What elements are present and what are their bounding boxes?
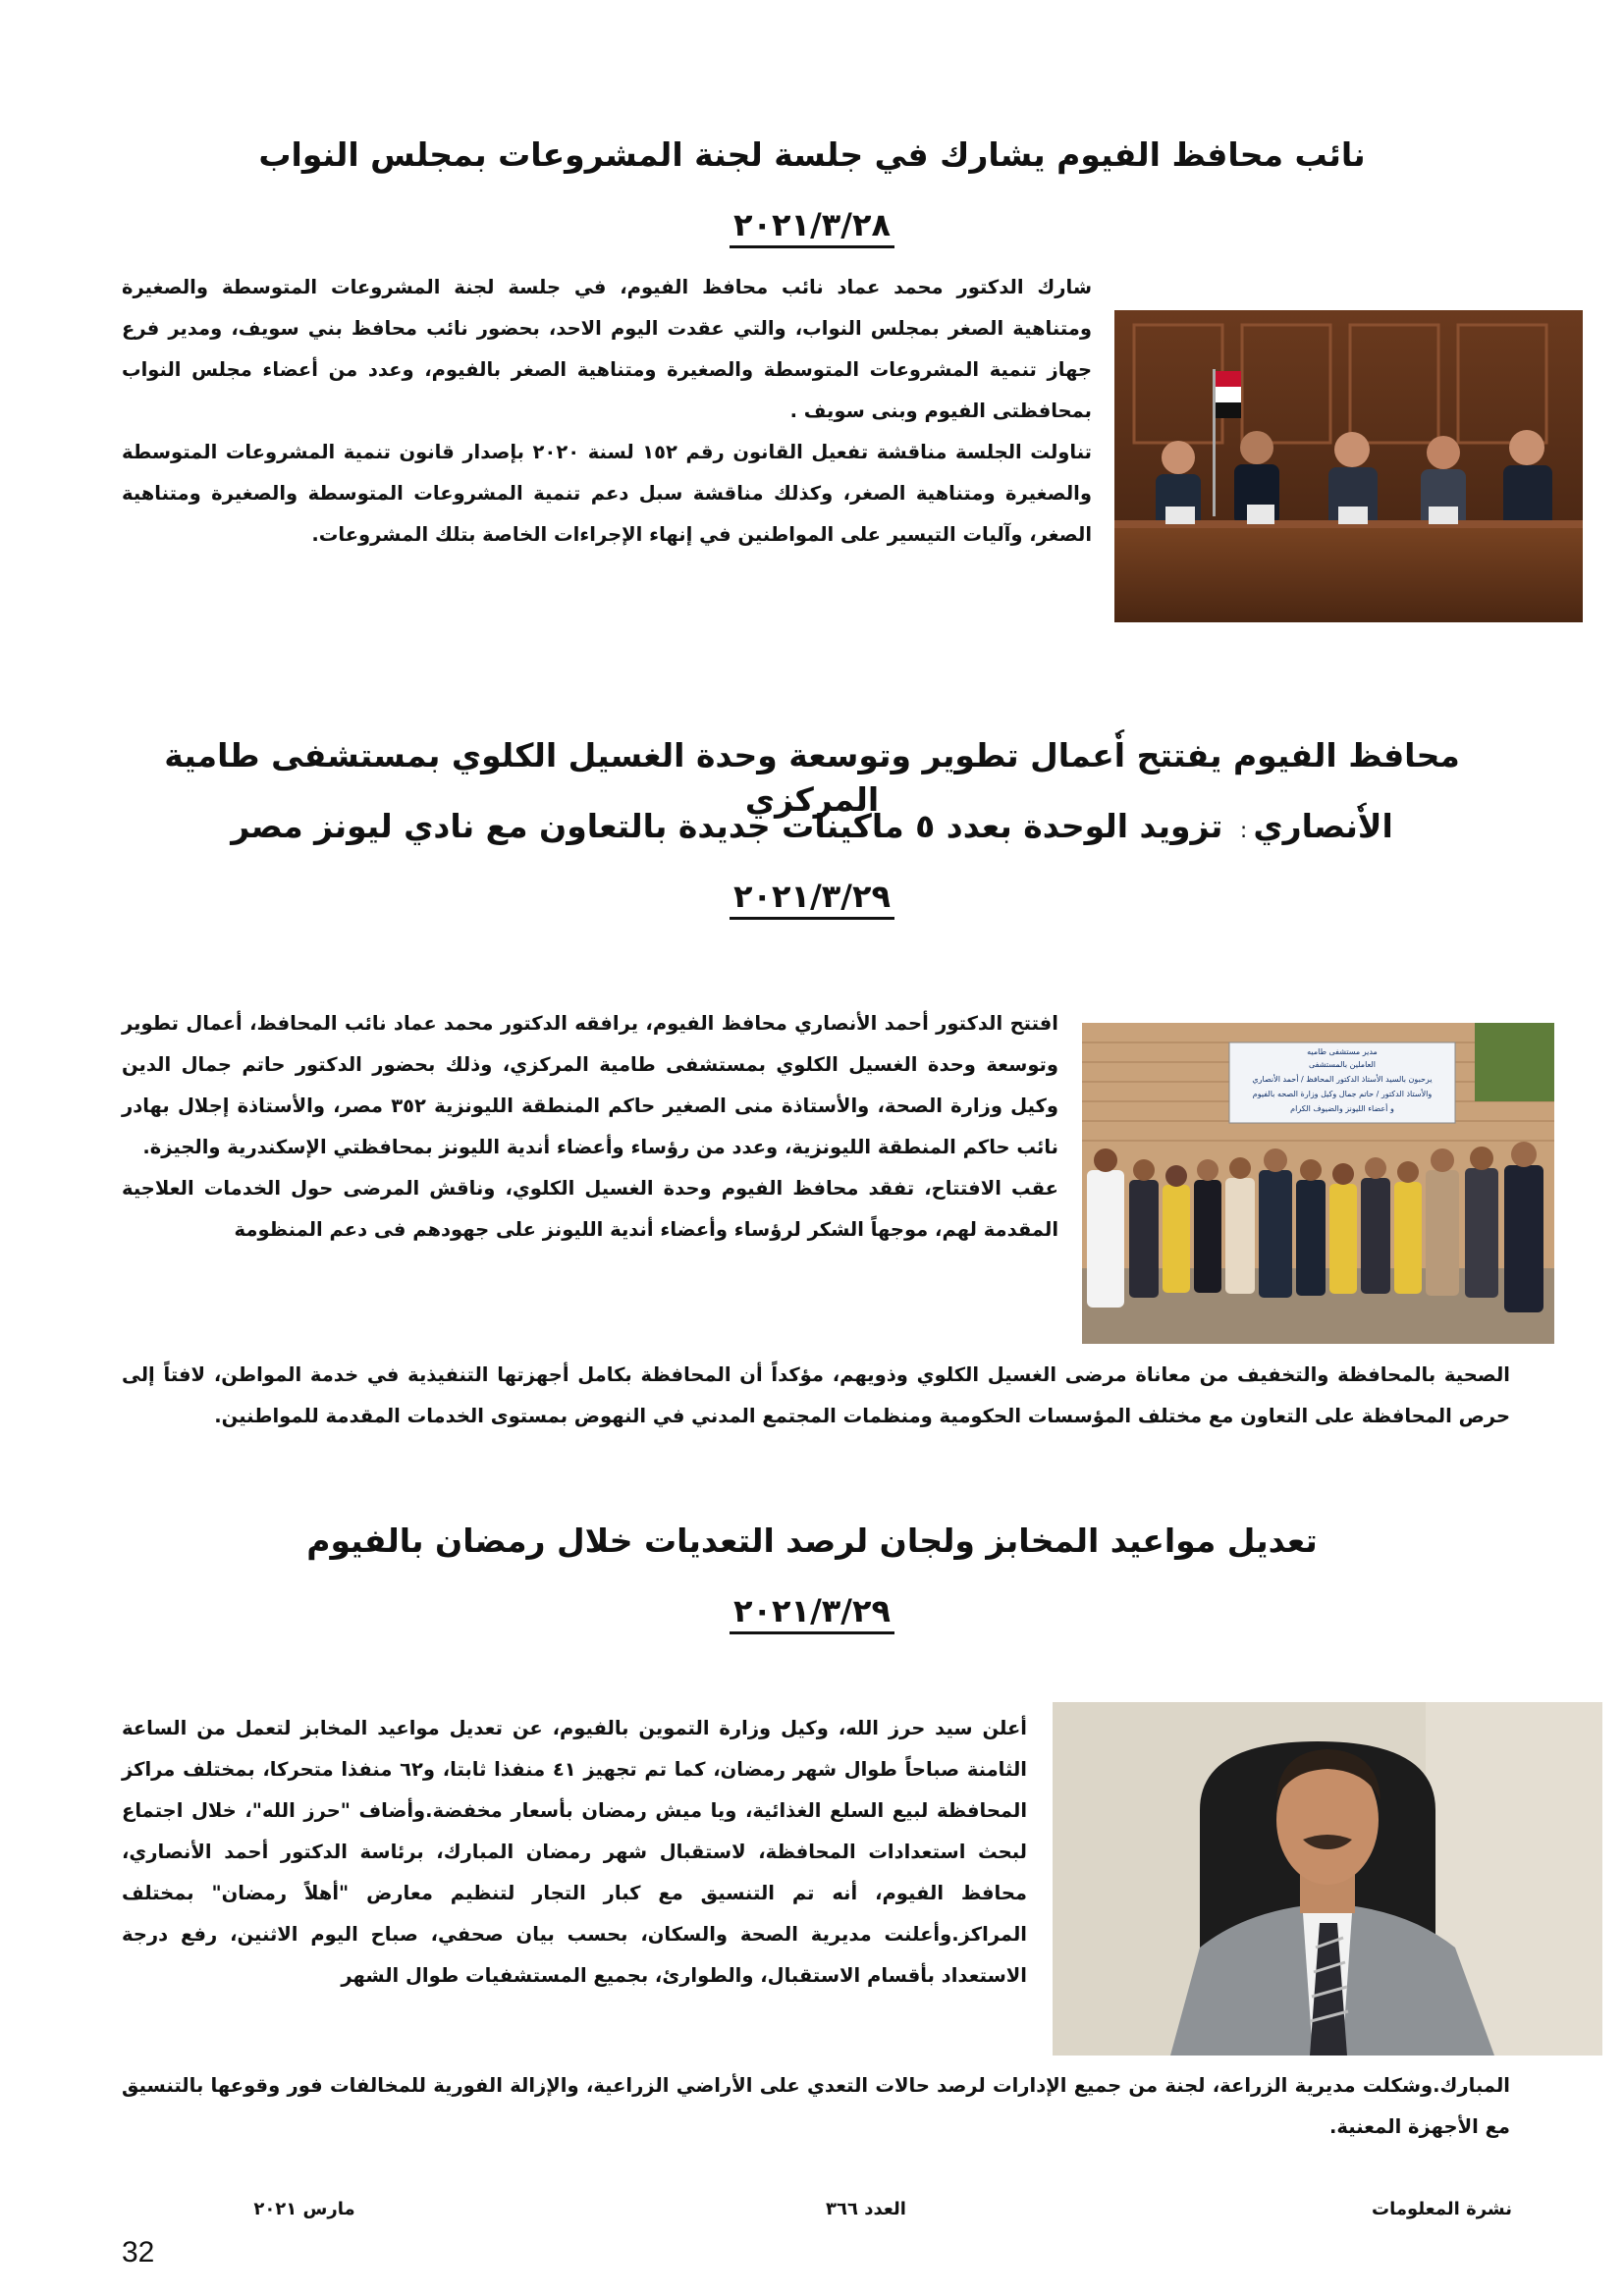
article-2-paragraph: افتتح الدكتور أحمد الأنصاري محافظ الفيوم، يرافقه الدكتور محمد عماد نائب المحافظ، أعمال تطوير وتوسعة وحدة الغسيل الكلوي بمستشفى طامية المركزي، وذلك بحضور الدكتور حاتم جمال الدين وكيل وزارة الصحة، والأستاذة منى الصغير حاكم المنطقة الليونزية ٣٥٢ مصر، والأستاذة إجلال بهادر نائب حاكم المنطقة الليونزية، وعدد من رؤساء وأعضاء أندية الليونز بمحافظتي الإسكندرية والجيزة. — [122, 1012, 1058, 1158]
article-3-paragraph: أعلن سيد حرز الله، وكيل وزارة التموين بالفيوم، عن تعديل مواعيد المخابز لتعمل من الساعة الثامنة صباحاً طوال شهر رمضان، كما تم تجهيز ٤١ منفذا ثابتا، و٦٢ منفذا متحركا، بمختلف مراكز المحافظة لبيع السلع الغذائية، ويا ميش رمضان بأسعار مخفضة.وأضاف "حرز الله"، خلال اجتماع لبحث استعدادات المحافظة، لاستقبال شهر رمضان المبارك، برئاسة الدكتور أحمد الأنصاري، محافظ الفيوم، أنه تم التنسيق مع كبار التجار لتنظيم معارض "أهلاً رمضان" بمختلف المراكز.وأعلنت مديرية الصحة والسكان، بحسب بيان صحفي، صباح اليوم الاثنين، رفع درجة الاستعداد بأقسام الاستقبال، والطوارئ، بجميع المستشفيات طوال الشهر — [122, 1717, 1027, 1987]
article-1-paragraph: تناولت الجلسة مناقشة تفعيل القانون رقم ١٥٢ لسنة ٢٠٢٠ بإصدار قانون تنمية المشروعات المتوسطة والصغيرة ومتناهية الصغر، وكذلك مناقشة سبل دعم تنمية المشروعات المتوسطة والصغيرة ومتناهية الصغر، وآليات التيسير على المواطنين في إنهاء الإجراءات الخاصة بتلك المشروعات. — [122, 441, 1092, 546]
article-2-body — [122, 1003, 1058, 1251]
portrait-photo — [1053, 1702, 1602, 2056]
banner-line: يرحبون بالسيد الأستاذ الدكتور المحافظ / أحمد الأنصاري — [1252, 1075, 1433, 1084]
article-1-paragraph: شارك الدكتور محمد عماد نائب محافظ الفيوم، في جلسة لجنة المشروعات المتوسطة والصغيرة ومتناهية الصغر بمجلس النواب، والتي عقدت اليوم الاحد، بحضور نائب محافظ بني سويف، ومدير فرع جهاز تنمية المشروعات المتوسطة والصغيرة ومتناهية الصغر بالفيوم، وعدد من أعضاء مجلس النواب بمحافظتى الفيوم وبنى سويف . — [122, 276, 1092, 422]
article-3-body-continued: المبارك.وشكلت مديرية الزراعة، لجنة من جميع الإدارات لرصد حالات التعدي على الأراضي الزراعية، والإزالة الفورية للمخالفات فور وقوعها بالتنسيق مع الأجهزة المعنية. — [122, 2074, 1510, 2138]
banner-line: والأستاذ الدكتور / حاتم جمال وكيل وزارة الصحه بالفيوم — [1252, 1090, 1433, 1098]
article-3-body — [122, 1708, 1027, 1997]
article-2-paragraph: عقب الافتتاح، تفقد محافظ الفيوم وحدة الغسيل الكلوي، وناقش المرضى حول الخدمات العلاجية المقدمة لهم، موجهاً الشكر لرؤساء وأعضاء أندية الليونز على جهودهم فى دعم المنظومة — [122, 1177, 1058, 1241]
article-1-date: ٢٠٢١/٣/٢٨ — [714, 206, 910, 243]
banner-line: العاملين بالمستشفى — [1308, 1060, 1377, 1069]
article-1-body — [122, 267, 1092, 556]
article-2-body-continued: الصحية بالمحافظة والتخفيف من معاناة مرضى الغسيل الكلوي وذويهم، مؤكداً أن المحافظة بكامل أجهزتها التنفيذية في خدمة المواطن، لافتاً إلى حرص المحافظة على التعاون مع مختلف المؤسسات الحكومية ومنظمات المجتمع المدني في النهوض بمستوى الخدمات المقدمة للمواطنين. — [122, 1363, 1510, 1427]
article-2-date: ٢٠٢١/٣/٢٩ — [714, 878, 910, 915]
article-2-title-line-2 — [118, 805, 1506, 849]
article-2-title-name: الاٗنصاري — [1253, 807, 1393, 845]
banner-line: مدير مستشفى طاميه — [1307, 1047, 1378, 1056]
article-2-title-line-1: محافظ الفيوم يفتتح اٗعمال تطوير وتوسعة وحدة الغسيل الكلوي بمستشفى طامية المركزي — [164, 736, 1460, 819]
article-3-title: تعديل مواعيد المخابز ولجان لرصد التعديات خلال رمضان بالفيوم — [306, 1522, 1318, 1560]
footer-month: مارس ٢٠٢١ — [253, 2199, 355, 2219]
footer-issue: العدد ٣٦٦ — [826, 2199, 906, 2219]
article-1-title: نائب محافظ الفيوم يشارك في جلسة لجنة المشروعات بمجلس النواب — [258, 135, 1366, 174]
article-3-date: ٢٠٢١/٣/٢٩ — [714, 1592, 910, 1629]
banner-line: و أعضاء الليونز والضيوف الكرام — [1290, 1104, 1394, 1113]
footer-publication: نشرة المعلومات — [1372, 2199, 1512, 2219]
meeting-photo — [1114, 310, 1583, 622]
page-number: 32 — [122, 2236, 155, 2269]
article-2-title-subtitle: تزويد الوحدة بعدد ٥ ماكينات جديدة بالتعاون مع نادي ليونز مصر — [231, 807, 1223, 845]
group-photo — [1082, 1023, 1554, 1344]
article-2-title-separator: : — [1239, 819, 1248, 843]
